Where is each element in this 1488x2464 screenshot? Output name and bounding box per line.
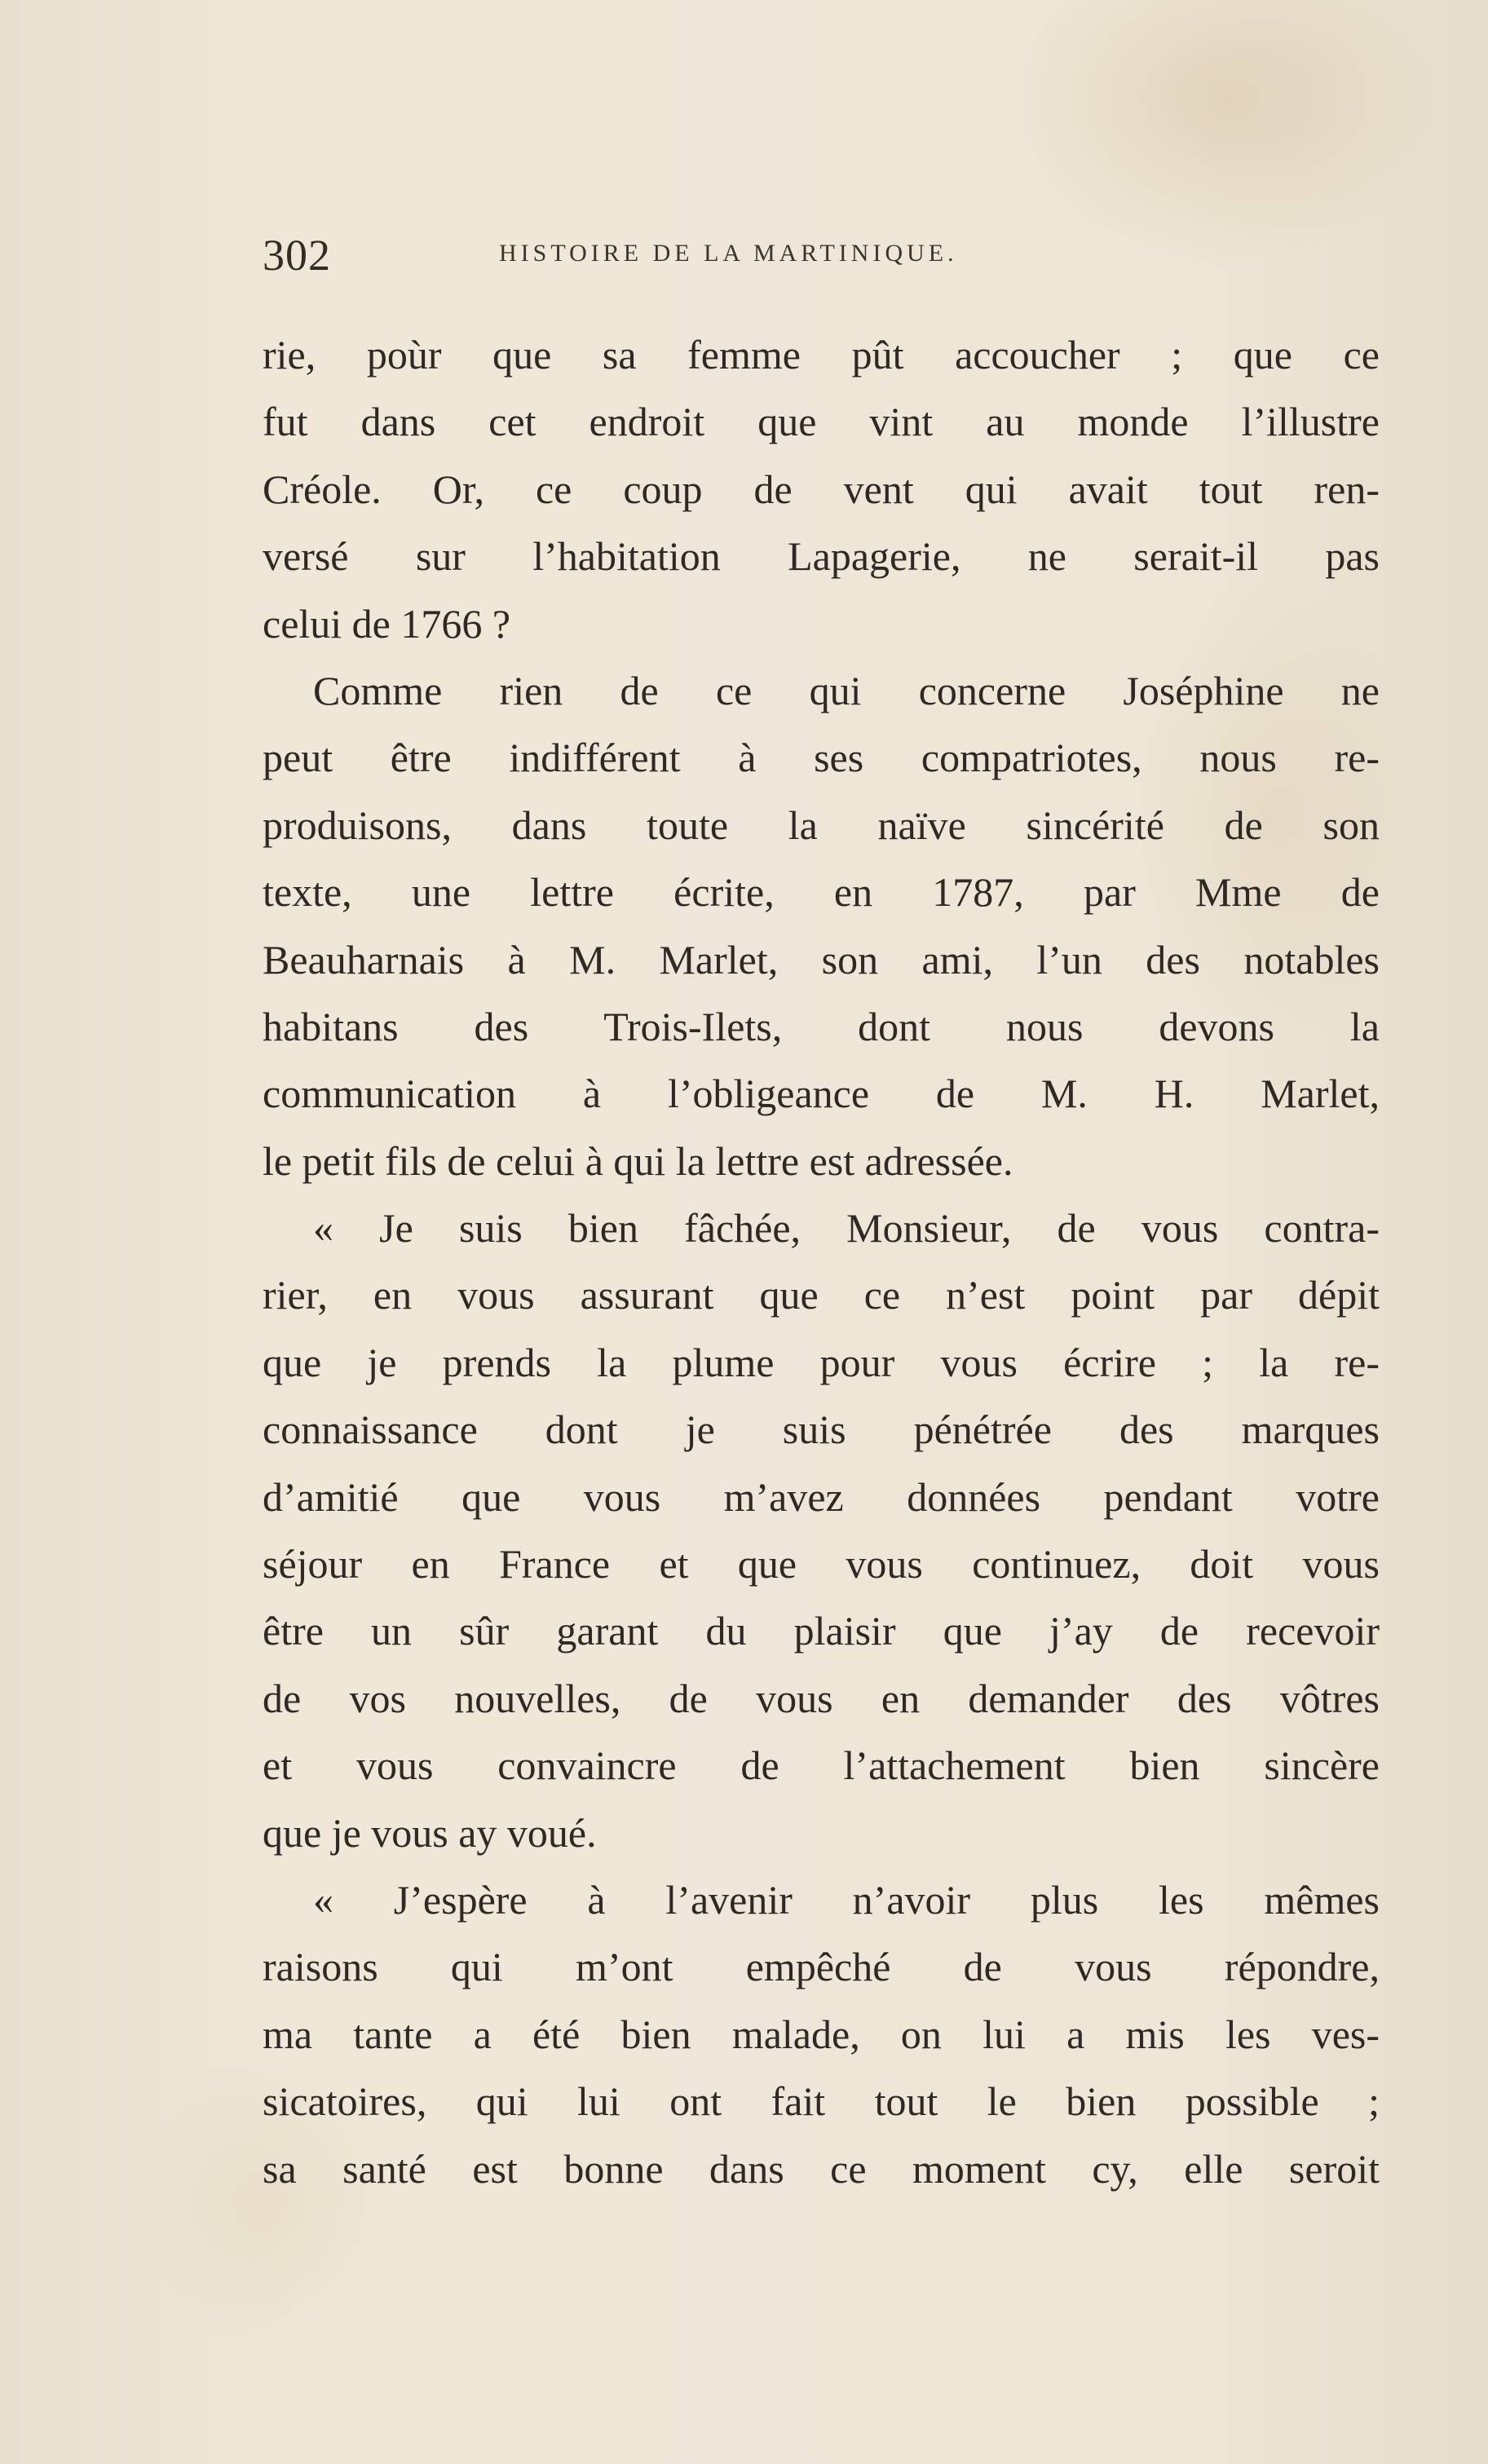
text-line: versé sur l’habitation Lapagerie, ne serait-il pas (263, 533, 1380, 580)
text-line: que je vous ay voué. (263, 1809, 597, 1856)
text-line: d’amitié que vous m’avez données pendant votre (263, 1473, 1380, 1520)
paragraph-start-line: Comme rien de ce qui concerne Joséphine ne (313, 667, 1380, 713)
text-line: et vous convaincre de l’attachement bien sincère (263, 1742, 1380, 1789)
text-line: sicatoires, qui lui ont fait tout le bien possible ; (263, 2078, 1380, 2125)
text-line: connaissance dont je suis pénétrée des marques (263, 1406, 1380, 1453)
text-line: que je prends la plume pour vous écrire ; la re- (263, 1339, 1380, 1385)
text-line: être un sûr garant du plaisir que j’ay de recevoir (263, 1608, 1380, 1654)
text-line: rier, en vous assurant que ce n’est point par dépit (263, 1272, 1380, 1318)
text-line: Beauharnais à M. Marlet, son ami, l’un des notables (263, 936, 1380, 983)
page-header (263, 230, 1380, 287)
text-line: communication à l’obligeance de M. H. Marlet, (263, 1071, 1380, 1117)
paragraph-start-line: « J’espère à l’avenir n’avoir plus les mêmes (313, 1876, 1380, 1923)
text-line: rie, poùr que sa femme pût accoucher ; que ce (263, 332, 1380, 378)
text-line: celui de 1766 ? (263, 600, 511, 647)
text-line: le petit fils de celui à qui la lettre est adressée. (263, 1137, 1013, 1184)
text-line: séjour en France et que vous continuez, doit vous (263, 1541, 1380, 1587)
body-text (263, 321, 1380, 2202)
text-line: de vos nouvelles, de vous en demander des vôtres (263, 1675, 1380, 1721)
text-line: ma tante a été bien malade, on lui a mis les ves- (263, 2011, 1380, 2057)
text-line: fut dans cet endroit que vint au monde l’illustre (263, 399, 1380, 445)
page-number: 302 (263, 231, 331, 280)
text-line: produisons, dans toute la naïve sincérité de son (263, 801, 1380, 848)
text-line: Créole. Or, ce coup de vent qui avait tout ren- (263, 466, 1380, 512)
running-head: HISTOIRE DE LA MARTINIQUE. (499, 240, 958, 267)
paragraph-start-line: « Je suis bien fâchée, Monsieur, de vous contra- (313, 1205, 1380, 1252)
text-line: raisons qui m’ont empêché de vous répondre, (263, 1944, 1380, 1990)
text-line: sa santé est bonne dans ce moment cy, elle seroit (263, 2145, 1380, 2192)
text-line: habitans des Trois-Ilets, dont nous devons la (263, 1003, 1380, 1049)
text-line: texte, une lettre écrite, en 1787, par Mme de (263, 869, 1380, 916)
text-line: peut être indifférent à ses compatriotes, nous re- (263, 735, 1380, 781)
